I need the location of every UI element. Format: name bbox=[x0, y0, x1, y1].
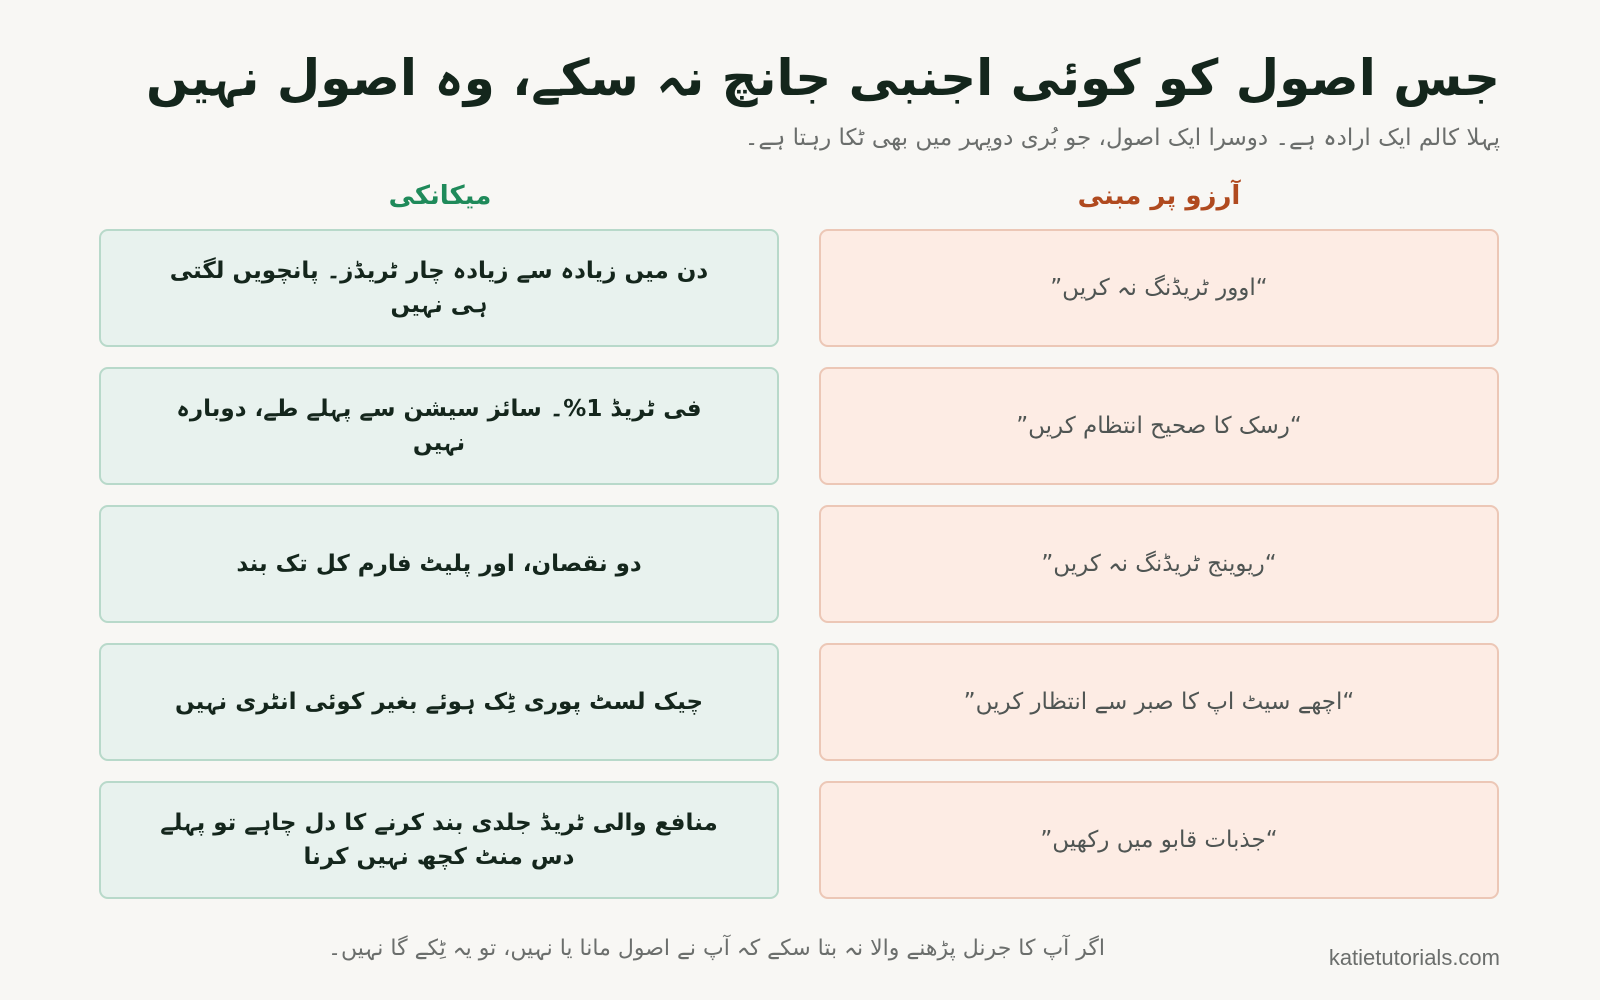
footer-note: اگر آپ کا جرنل پڑھنے والا نہ بتا سکے کہ آپ نے اصول مانا یا نہیں، تو یہ ٹِکے گا نہیں۔ bbox=[328, 936, 1105, 961]
mechanical-rule-card bbox=[99, 229, 779, 347]
wishful-rule-text: “ریوینج ٹریڈنگ نہ کریں” bbox=[1041, 551, 1277, 577]
site-credit: katietutorials.com bbox=[1328, 945, 1500, 970]
wishful-rule-card bbox=[819, 505, 1499, 623]
wishful-rule-text: “رسک کا صحیح انتظام کریں” bbox=[1016, 413, 1302, 439]
wishful-rule-text: “جذبات قابو میں رکھیں” bbox=[1040, 827, 1278, 853]
mechanical-rule-text: دو نقصان، اور پلیٹ فارم کل تک بند bbox=[236, 551, 642, 577]
mechanical-rule-text: منافع والی ٹریڈ جلدی بند کرنے کا دل چاہے تو پہلے دس منٹ کچھ نہیں کرنا bbox=[160, 810, 718, 870]
mechanical-column-heading: میکانکی bbox=[388, 181, 492, 211]
mechanical-rule-text: چیک لسٹ پوری ٹِک ہوئے بغیر کوئی انٹری نہیں bbox=[174, 689, 704, 715]
page-subtitle: پہلا کالم ایک ارادہ ہے۔ دوسرا ایک اصول، جو بُری دوپہر میں بھی ٹکا رہتا ہے۔ bbox=[744, 125, 1500, 151]
wishful-rule-card bbox=[819, 643, 1499, 761]
wishful-rule-card bbox=[819, 367, 1499, 485]
wishful-rule-text: “اوور ٹریڈنگ نہ کریں” bbox=[1050, 275, 1268, 301]
wishful-rule-card bbox=[819, 229, 1499, 347]
mechanical-rule-card bbox=[99, 367, 779, 485]
wishful-rule-card bbox=[819, 781, 1499, 899]
mechanical-rule-text: دن میں زیادہ سے زیادہ چار ٹریڈز۔ پانچویں لگتی ہی نہیں bbox=[169, 258, 709, 318]
wishful-column-heading: آرزو پر مبنی bbox=[1077, 181, 1241, 211]
mechanical-rule-card bbox=[99, 781, 779, 899]
mechanical-rule-card bbox=[99, 643, 779, 761]
wishful-rule-text: “اچھے سیٹ اپ کا صبر سے انتظار کریں” bbox=[963, 689, 1355, 715]
page-title: جس اصول کو کوئی اجنبی جانچ نہ سکے، وہ اصول نہیں bbox=[145, 49, 1500, 107]
mechanical-rule-text: فی ٹریڈ 1%۔ سائز سیشن سے پہلے طے، دوبارہ نہیں bbox=[176, 396, 702, 456]
mechanical-rule-card bbox=[99, 505, 779, 623]
